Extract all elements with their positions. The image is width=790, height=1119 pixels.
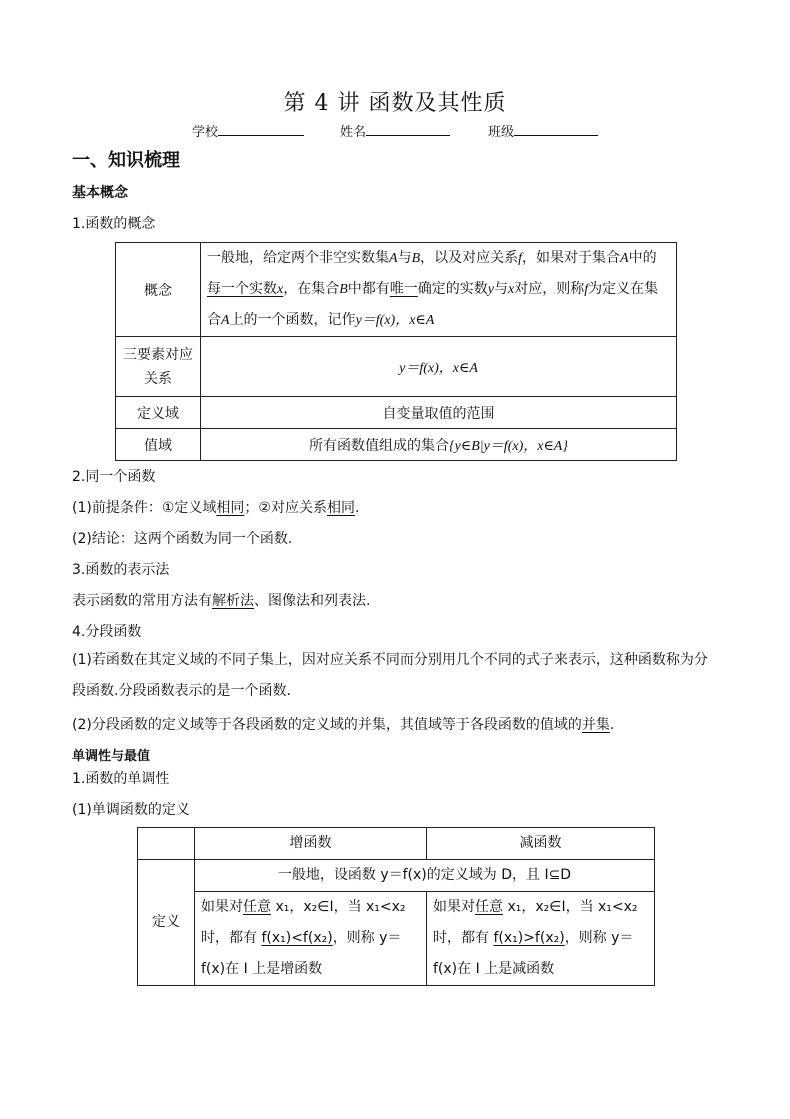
subsection-heading: 基本概念 xyxy=(72,185,128,201)
name-blank[interactable] xyxy=(366,123,450,136)
table-row xyxy=(138,892,655,986)
table-row xyxy=(138,828,655,860)
school-label: 学校 xyxy=(192,125,219,140)
item-title: 4.分段函数 xyxy=(72,624,142,640)
section-heading: 一、知识梳理 xyxy=(72,150,180,171)
table-cell-empty xyxy=(138,828,195,860)
school-field xyxy=(192,121,304,140)
cell-value: 所有函数值组成的集合{y∈B|y＝f(x)，x∈A} xyxy=(201,429,677,461)
column-header-increasing: 增函数 xyxy=(195,828,427,860)
concept-text: 一般地，给定两个非空实数集A与B，以及对应关系f，如果对于集合A中的每一个实数x，在集合B中都有唯一确定的实数y与x对应，则称f为定义在集合A上的一个函数，记作y＝f(x)，x∈A xyxy=(201,243,677,337)
table-row xyxy=(116,243,677,337)
paragraph: (1)单调函数的定义 xyxy=(72,802,190,818)
row-label: 值域 xyxy=(116,429,201,461)
cell-value: y＝f(x)，x∈A xyxy=(201,337,677,397)
subsection-heading: 单调性与最值 xyxy=(72,749,151,764)
class-field xyxy=(488,121,598,140)
item-title: 1.函数的概念 xyxy=(72,216,156,232)
class-label: 班级 xyxy=(488,125,515,140)
row-label: 定义域 xyxy=(116,397,201,429)
name-field xyxy=(340,121,450,140)
paragraph: (2)结论：这两个函数为同一个函数. xyxy=(72,531,293,547)
function-concept-table xyxy=(115,242,677,461)
item-title: 3.函数的表示法 xyxy=(72,562,170,578)
school-blank[interactable] xyxy=(218,123,304,136)
paragraph: (2)分段函数的定义域等于各段函数的定义域的并集，其值域等于各段函数的值域的并集. xyxy=(72,717,615,733)
row-label: 概念 xyxy=(116,243,201,337)
decreasing-definition: 如果对任意 x₁，x₂∈I，当 x₁<x₂时，都有 f(x₁)>f(x₂)，则称 y＝f(x)在 I 上是减函数 xyxy=(427,892,655,986)
item-title: 1.函数的单调性 xyxy=(72,771,170,787)
row-label: 定义 xyxy=(138,860,195,986)
paragraph: 表示函数的常用方法有解析法、图像法和列表法. xyxy=(72,593,371,609)
item-title: 2.同一个函数 xyxy=(72,469,156,485)
table-row xyxy=(116,337,677,397)
page-title: 第 4 讲 函数及其性质 xyxy=(283,91,507,116)
paragraph: (1)前提条件：①定义域相同；②对应关系相同. xyxy=(72,500,360,516)
table-row xyxy=(116,429,677,461)
column-header-decreasing: 减函数 xyxy=(427,828,655,860)
monotonic-function-table xyxy=(137,827,655,986)
increasing-definition: 如果对任意 x₁，x₂∈I，当 x₁<x₂时，都有 f(x₁)<f(x₂)，则称 y＝f(x)在 I 上是增函数 xyxy=(195,892,427,986)
table-row xyxy=(116,397,677,429)
common-definition: 一般地，设函数 y＝f(x)的定义域为 D，且 I⊆D xyxy=(195,860,655,892)
row-label: 三要素对应关系 xyxy=(116,337,201,397)
cell-value: 自变量取值的范围 xyxy=(201,397,677,429)
paragraph: (1)若函数在其定义域的不同子集上，因对应关系不同而分别用几个不同的式子来表示，这种函数称为分段函数.分段函数表示的是一个函数. xyxy=(72,652,708,699)
class-blank[interactable] xyxy=(514,123,598,136)
name-label: 姓名 xyxy=(340,125,367,140)
table-row xyxy=(138,860,655,892)
